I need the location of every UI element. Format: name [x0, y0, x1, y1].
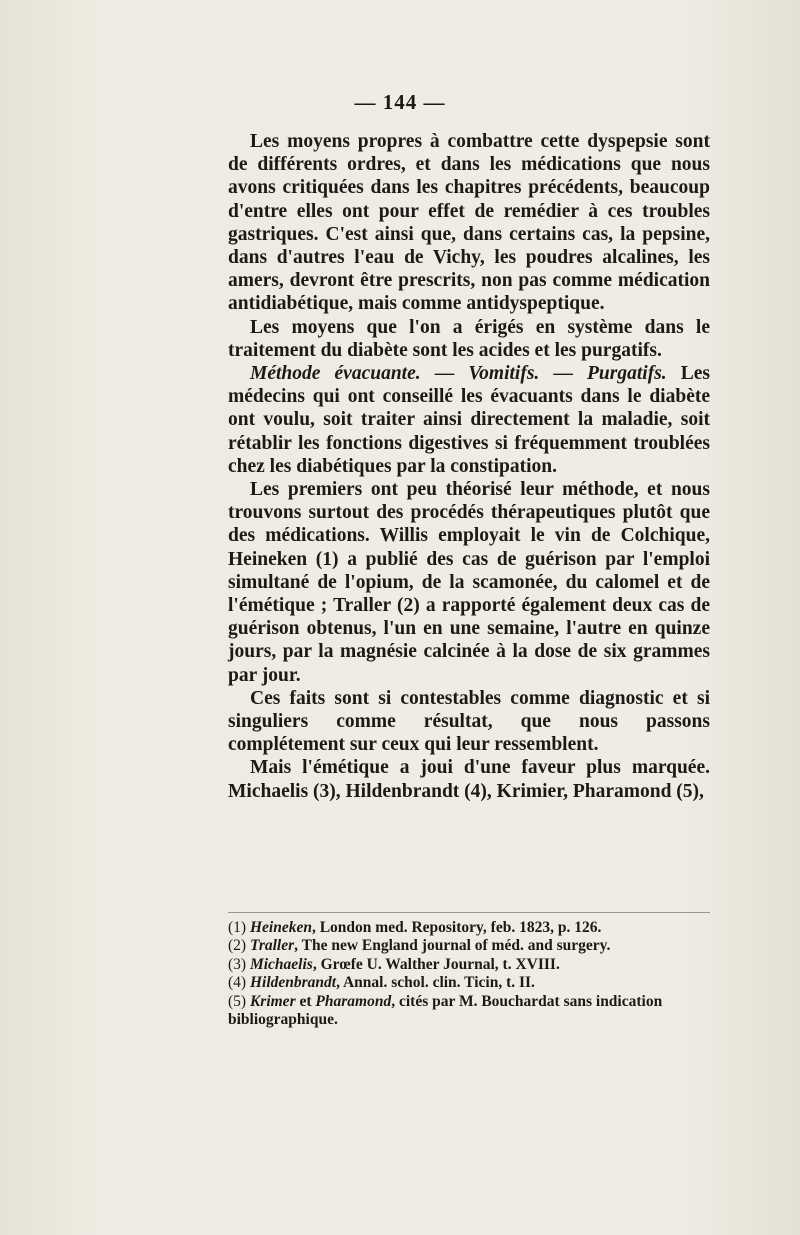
footnote-4: (4) Hildenbrandt, Annal. schol. clin. Ticin, t. II. — [228, 974, 535, 992]
footnote-3: (3) Michaelis, Grœfe U. Walther Journal, t. XVIII. — [228, 955, 560, 973]
section-heading-methode: Méthode évacuante. — [250, 363, 421, 385]
paragraph-methode-evacuante — [228, 362, 710, 478]
paragraph-faits: Ces faits sont si contestables comme diagnostic et si singuliers comme résultat, que nous passons complétement sur ceux qui leur ressemblent. — [228, 687, 710, 756]
footnote-2: (2) Traller, The new England journal of méd. and surgery. — [228, 937, 611, 955]
section-heading-purgatifs: Purgatifs. — [587, 363, 667, 385]
paragraph-premiers: Les premiers ont peu théorisé leur méthode, et nous trouvons surtout des procédés thérapeutiques plutôt que des médications. Willis employait le vin de Colchique, Heineken (1) a publié des cas de guérison par l'emploi simultané de l'opium, de la scamonée, du calomel et de l'émétique ; Traller (2) a rapporté également deux cas de guérison obtenus, l'un en une semaine, l'autre en quinze jours, par la magnésie calcinée à la dose de six grammes par jour. — [228, 479, 710, 686]
page-number: — 144 — — [354, 90, 446, 114]
footnote-1: (1) Heineken, London med. Repository, feb. 1823, p. 126. — [228, 919, 602, 936]
footnote-5: (5) Krimer et Pharamond, cités par M. Bouchardat sans indication bibliographique. — [228, 992, 663, 1029]
paragraph-text: Les médecins qui ont conseillé les évacuants dans le diabète ont voulu, soit traiter ainsi directement la maladie, soit rétablir les fonctions digestives si fréquemment troublées chez les diabétiques par la constipation. — [228, 363, 711, 477]
paragraph-emetique: Mais l'émétique a joui d'une faveur plus marquée. Michaelis (3), Hildenbrandt (4), Krimier, Pharamond (5), — [228, 757, 710, 802]
heading-dash: — — [539, 363, 588, 385]
main-text — [228, 130, 710, 803]
paragraph-dyspepsie: Les moyens propres à combattre cette dyspepsie sont de différents ordres, et dans les médications que nous avons critiquées dans les chapitres précédents, beaucoup d'entre elles ont pour effet de remédier à ces troubles gastriques. C'est ainsi que, dans certains cas, la pepsine, dans d'autres l'eau de Vichy, les poudres alcalines, les amers, devront être prescrits, non pas comme médication antidiabétique, mais comme antidyspeptique. — [228, 131, 710, 315]
heading-dash: — — [420, 363, 469, 385]
section-heading-vomitifs: Vomitifs. — [468, 363, 540, 385]
footnotes — [228, 912, 710, 1029]
paragraph-acides-purgatifs: Les moyens que l'on a érigés en système dans le traitement du diabète sont les acides et les purgatifs. — [228, 316, 710, 361]
